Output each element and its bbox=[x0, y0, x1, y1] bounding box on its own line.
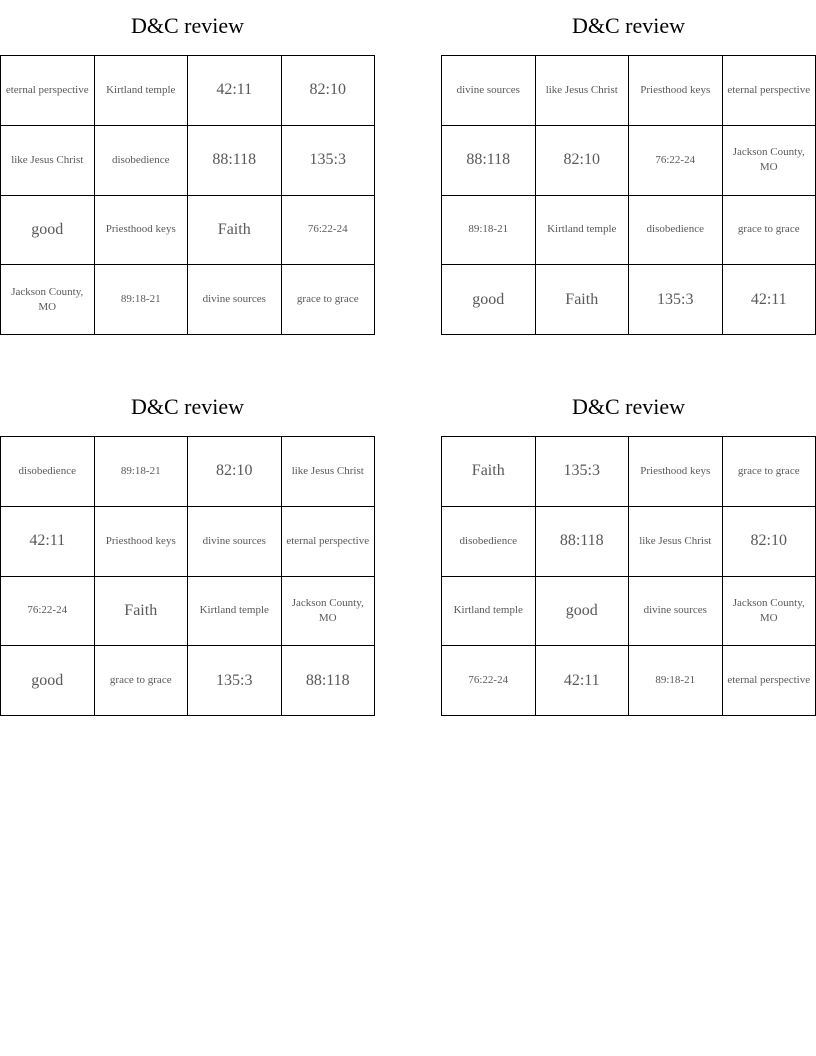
grid-cell: Jackson County, MO bbox=[281, 576, 375, 646]
grid-cell: 42:11 bbox=[188, 56, 282, 126]
grid-cell: Priesthood keys bbox=[629, 437, 723, 507]
grid-cell: grace to grace bbox=[722, 195, 816, 265]
grid-cell: Faith bbox=[442, 437, 536, 507]
grid-cell: 135:3 bbox=[188, 646, 282, 716]
grid-cell: 89:18-21 bbox=[94, 265, 188, 335]
grid-cell: disobedience bbox=[94, 125, 188, 195]
grid-cell: divine sources bbox=[442, 56, 536, 126]
card-title: D&C review bbox=[571, 394, 686, 419]
grid-row bbox=[1, 646, 375, 716]
grid-row bbox=[1, 265, 375, 335]
grid-cell: Kirtland temple bbox=[94, 56, 188, 126]
card-title: D&C review bbox=[130, 394, 245, 419]
grid-cell: 82:10 bbox=[281, 56, 375, 126]
grid-cell: like Jesus Christ bbox=[1, 125, 95, 195]
grid-cell: good bbox=[1, 195, 95, 265]
grid-cell: good bbox=[442, 265, 536, 335]
grid-cell: Priesthood keys bbox=[94, 506, 188, 576]
grid-cell: 89:18-21 bbox=[442, 195, 536, 265]
bingo-grid bbox=[441, 55, 816, 335]
grid-row bbox=[442, 576, 816, 646]
bingo-grid bbox=[0, 436, 375, 716]
grid-cell: eternal perspective bbox=[722, 646, 816, 716]
grid-row bbox=[442, 646, 816, 716]
grid-cell: Faith bbox=[188, 195, 282, 265]
grid-cell: Priesthood keys bbox=[629, 56, 723, 126]
grid-row bbox=[442, 195, 816, 265]
grid-row bbox=[442, 506, 816, 576]
grid-cell: 88:118 bbox=[281, 646, 375, 716]
grid-cell: 88:118 bbox=[535, 506, 629, 576]
grid-cell: Jackson County, MO bbox=[1, 265, 95, 335]
grid-cell: 82:10 bbox=[188, 437, 282, 507]
grid-row bbox=[442, 437, 816, 507]
grid-cell: 82:10 bbox=[722, 506, 816, 576]
grid-cell: 76:22-24 bbox=[1, 576, 95, 646]
grid-row bbox=[1, 56, 375, 126]
grid-cell: 89:18-21 bbox=[629, 646, 723, 716]
grid-cell: Kirtland temple bbox=[535, 195, 629, 265]
card-title: D&C review bbox=[130, 13, 245, 38]
grid-cell: 76:22-24 bbox=[442, 646, 536, 716]
grid-cell: Jackson County, MO bbox=[722, 576, 816, 646]
grid-row bbox=[442, 56, 816, 126]
grid-cell: 88:118 bbox=[442, 125, 536, 195]
grid-cell: 88:118 bbox=[188, 125, 282, 195]
grid-cell: like Jesus Christ bbox=[281, 437, 375, 507]
grid-cell: Kirtland temple bbox=[188, 576, 282, 646]
grid-cell: like Jesus Christ bbox=[629, 506, 723, 576]
grid-row bbox=[442, 265, 816, 335]
grid-row bbox=[442, 125, 816, 195]
grid-cell: eternal perspective bbox=[1, 56, 95, 126]
card-title: D&C review bbox=[571, 13, 686, 38]
bingo-grid bbox=[0, 55, 375, 335]
grid-cell: 42:11 bbox=[722, 265, 816, 335]
grid-cell: 42:11 bbox=[535, 646, 629, 716]
grid-cell: Kirtland temple bbox=[442, 576, 536, 646]
grid-cell: Faith bbox=[94, 576, 188, 646]
grid-cell: Priesthood keys bbox=[94, 195, 188, 265]
grid-cell: 42:11 bbox=[1, 506, 95, 576]
grid-cell: 76:22-24 bbox=[281, 195, 375, 265]
grid-cell: divine sources bbox=[629, 576, 723, 646]
grid-cell: 135:3 bbox=[281, 125, 375, 195]
grid-cell: grace to grace bbox=[94, 646, 188, 716]
grid-row bbox=[1, 576, 375, 646]
grid-cell: divine sources bbox=[188, 265, 282, 335]
grid-cell: eternal perspective bbox=[281, 506, 375, 576]
grid-cell: Faith bbox=[535, 265, 629, 335]
bingo-grid bbox=[441, 436, 816, 716]
grid-cell: divine sources bbox=[188, 506, 282, 576]
grid-cell: 89:18-21 bbox=[94, 437, 188, 507]
grid-cell: 135:3 bbox=[535, 437, 629, 507]
grid-cell: 135:3 bbox=[629, 265, 723, 335]
grid-cell: good bbox=[535, 576, 629, 646]
grid-cell: disobedience bbox=[629, 195, 723, 265]
grid-cell: Jackson County, MO bbox=[722, 125, 816, 195]
grid-cell: 76:22-24 bbox=[629, 125, 723, 195]
grid-cell: good bbox=[1, 646, 95, 716]
grid-cell: grace to grace bbox=[281, 265, 375, 335]
grid-row bbox=[1, 506, 375, 576]
grid-cell: like Jesus Christ bbox=[535, 56, 629, 126]
grid-cell: disobedience bbox=[442, 506, 536, 576]
grid-cell: eternal perspective bbox=[722, 56, 816, 126]
grid-row bbox=[1, 437, 375, 507]
grid-row bbox=[1, 195, 375, 265]
grid-row bbox=[1, 125, 375, 195]
grid-cell: 82:10 bbox=[535, 125, 629, 195]
grid-cell: disobedience bbox=[1, 437, 95, 507]
grid-cell: grace to grace bbox=[722, 437, 816, 507]
